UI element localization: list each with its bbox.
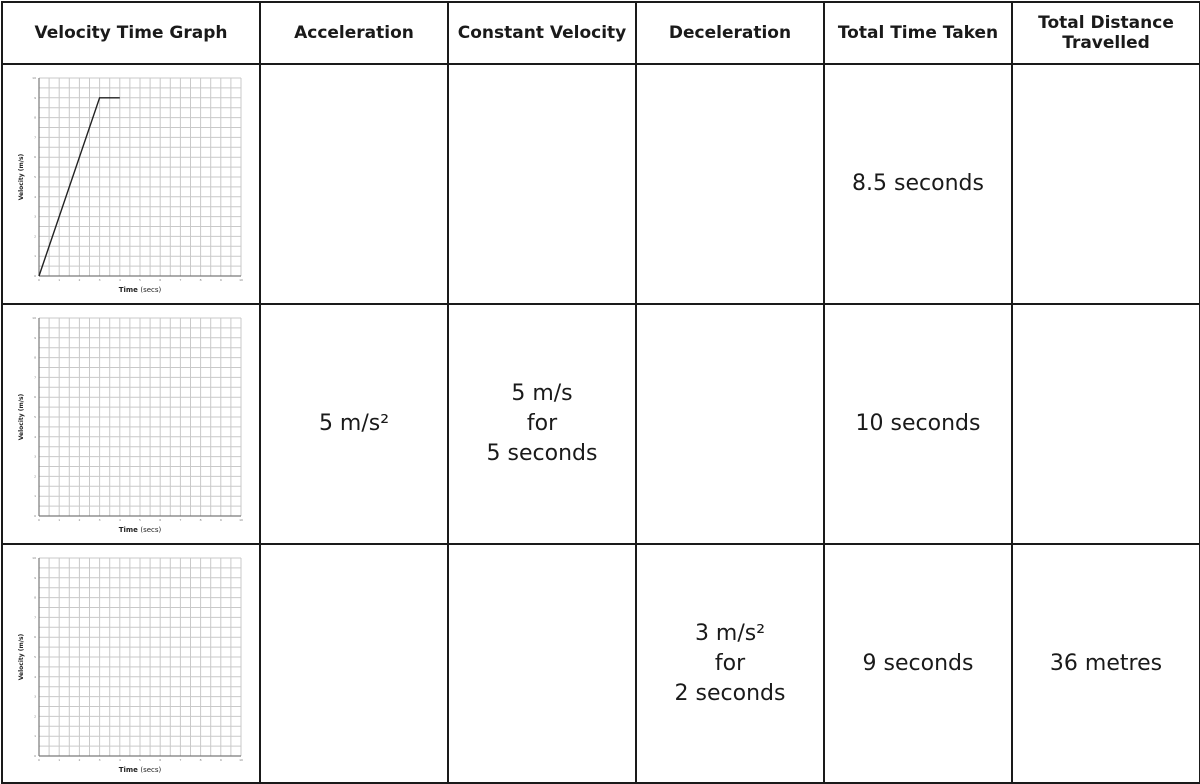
y-tick-label: 0 bbox=[34, 514, 36, 518]
x-tick-label: 3 bbox=[98, 278, 101, 282]
header-total-distance-line1: Total Distance bbox=[1038, 13, 1174, 33]
x-axis-label bbox=[119, 286, 162, 294]
y-tick-label: 5 bbox=[34, 175, 36, 179]
deceleration-cell[interactable] bbox=[636, 64, 824, 304]
x-tick-label: 10 bbox=[239, 758, 243, 762]
x-tick-label: 8 bbox=[199, 518, 202, 522]
x-axis-label-main: Time bbox=[118, 286, 141, 294]
constant-velocity-line: 5 m/s bbox=[511, 381, 573, 406]
header-graph: Velocity Time Graph bbox=[2, 2, 260, 64]
graph-cell bbox=[2, 544, 260, 783]
x-tick-label: 4 bbox=[118, 518, 121, 522]
total-distance-cell[interactable] bbox=[1012, 64, 1200, 304]
x-tick-label: 3 bbox=[98, 518, 101, 522]
deceleration-cell bbox=[636, 544, 824, 783]
y-tick-label: 8 bbox=[34, 355, 36, 360]
x-tick-label: 0 bbox=[38, 518, 40, 522]
deceleration-line: 3 m/s² bbox=[694, 620, 766, 646]
velocity-time-graph bbox=[3, 66, 257, 302]
x-tick-label: 10 bbox=[239, 278, 243, 282]
table-row bbox=[2, 304, 1200, 544]
header-total-time: Total Time Taken bbox=[824, 2, 1012, 64]
y-tick-label: 7 bbox=[34, 615, 36, 620]
y-tick-label: 8 bbox=[34, 595, 36, 600]
velocity-time-graph bbox=[3, 306, 257, 542]
x-tick-label: 0 bbox=[38, 278, 40, 282]
graph-cell bbox=[2, 64, 260, 304]
y-tick-label: 1 bbox=[34, 734, 36, 739]
y-tick-label: 7 bbox=[34, 375, 36, 380]
y-tick-label: 5 bbox=[34, 415, 36, 419]
x-tick-label: 3 bbox=[98, 758, 101, 762]
header-total-distance-line2: Travelled bbox=[1062, 33, 1150, 53]
y-tick-label: 3 bbox=[34, 454, 36, 459]
y-axis-label: Velocity (m/s) bbox=[18, 393, 25, 441]
y-tick-label: 4 bbox=[34, 434, 36, 439]
x-axis-label bbox=[119, 526, 162, 534]
velocity-time-graph bbox=[3, 546, 257, 781]
x-tick-label: 1 bbox=[58, 278, 61, 282]
x-tick-label: 7 bbox=[179, 278, 182, 282]
header-deceleration: Deceleration bbox=[636, 2, 824, 64]
grid-lines bbox=[39, 78, 241, 276]
x-axis-label-unit: (secs) bbox=[140, 526, 162, 534]
x-tick-label: 5 bbox=[139, 518, 141, 522]
y-tick-label: 10 bbox=[32, 556, 36, 560]
x-tick-label: 8 bbox=[199, 758, 202, 762]
x-tick-label: 1 bbox=[58, 518, 61, 522]
header-acceleration: Acceleration bbox=[260, 2, 448, 64]
y-tick-label: 1 bbox=[34, 494, 36, 499]
x-tick-label: 9 bbox=[219, 518, 222, 522]
total-distance-cell[interactable] bbox=[1012, 304, 1200, 544]
x-tick-label: 9 bbox=[219, 758, 222, 762]
constant-velocity-line: 5 seconds bbox=[486, 441, 598, 466]
x-axis-label-unit: (secs) bbox=[140, 766, 162, 774]
y-tick-label: 4 bbox=[34, 194, 36, 199]
x-tick-label: 7 bbox=[179, 758, 182, 762]
x-tick-label: 5 bbox=[139, 758, 141, 762]
acceleration-cell[interactable] bbox=[260, 64, 448, 304]
x-tick-label: 2 bbox=[78, 758, 81, 762]
y-tick-label: 2 bbox=[34, 714, 36, 719]
y-tick-label: 6 bbox=[34, 395, 36, 400]
y-tick-label: 6 bbox=[34, 155, 36, 160]
y-tick-label: 9 bbox=[34, 335, 36, 340]
y-tick-label: 3 bbox=[34, 694, 36, 699]
y-axis-label: Velocity (m/s) bbox=[18, 153, 25, 201]
total-time-cell: 10 seconds bbox=[824, 304, 1012, 544]
header-constant-velocity: Constant Velocity bbox=[448, 2, 636, 64]
x-tick-label: 8 bbox=[199, 278, 202, 282]
total-time-cell: 9 seconds bbox=[824, 544, 1012, 783]
x-tick-label: 1 bbox=[58, 758, 61, 762]
y-tick-label: 9 bbox=[34, 575, 36, 580]
y-tick-label: 8 bbox=[34, 115, 36, 120]
acceleration-cell: 5 m/s² bbox=[260, 304, 448, 544]
x-tick-label: 2 bbox=[78, 518, 81, 522]
x-axis-label bbox=[119, 766, 162, 774]
table-row bbox=[2, 544, 1200, 783]
graph-cell bbox=[2, 304, 260, 544]
y-tick-label: 3 bbox=[34, 214, 36, 219]
header-row bbox=[2, 2, 1200, 64]
grid-lines bbox=[39, 558, 241, 756]
y-tick-label: 0 bbox=[34, 274, 36, 278]
y-tick-label: 10 bbox=[32, 76, 36, 80]
table-row bbox=[2, 64, 1200, 304]
worksheet-table bbox=[1, 1, 1200, 784]
constant-velocity-line: for bbox=[526, 411, 558, 436]
total-time-cell: 8.5 seconds bbox=[824, 64, 1012, 304]
x-tick-label: 6 bbox=[159, 758, 162, 762]
x-tick-label: 2 bbox=[78, 278, 81, 282]
x-axis-label-main: Time bbox=[118, 526, 141, 534]
y-tick-label: 2 bbox=[34, 474, 36, 479]
x-tick-label: 6 bbox=[159, 518, 162, 522]
total-distance-cell: 36 metres bbox=[1012, 544, 1200, 783]
x-tick-label: 9 bbox=[219, 278, 222, 282]
y-tick-label: 5 bbox=[34, 655, 36, 659]
y-tick-label: 2 bbox=[34, 234, 36, 239]
x-tick-label: 0 bbox=[38, 758, 40, 762]
constant-velocity-cell[interactable] bbox=[448, 544, 636, 783]
x-axis-label-main: Time bbox=[118, 766, 141, 774]
y-tick-label: 6 bbox=[34, 635, 36, 640]
acceleration-cell[interactable] bbox=[260, 544, 448, 783]
y-tick-label: 4 bbox=[34, 674, 36, 679]
y-tick-label: 10 bbox=[32, 316, 36, 320]
y-axis-label: Velocity (m/s) bbox=[18, 633, 25, 681]
deceleration-cell[interactable] bbox=[636, 304, 824, 544]
x-tick-label: 6 bbox=[159, 278, 162, 282]
y-tick-label: 1 bbox=[34, 254, 36, 259]
header-total-distance bbox=[1012, 2, 1200, 64]
constant-velocity-cell[interactable] bbox=[448, 64, 636, 304]
grid-lines bbox=[39, 318, 241, 516]
x-tick-label: 4 bbox=[118, 278, 121, 282]
x-axis-label-unit: (secs) bbox=[140, 286, 162, 294]
x-tick-label: 10 bbox=[239, 518, 243, 522]
deceleration-line: for bbox=[714, 650, 746, 676]
x-tick-label: 4 bbox=[118, 758, 121, 762]
y-tick-label: 9 bbox=[34, 95, 36, 100]
constant-velocity-cell bbox=[448, 304, 636, 544]
y-tick-label: 0 bbox=[34, 754, 36, 758]
y-tick-label: 7 bbox=[34, 135, 36, 140]
x-tick-label: 7 bbox=[179, 518, 182, 522]
x-tick-label: 5 bbox=[139, 278, 141, 282]
deceleration-line: 2 seconds bbox=[674, 680, 786, 706]
